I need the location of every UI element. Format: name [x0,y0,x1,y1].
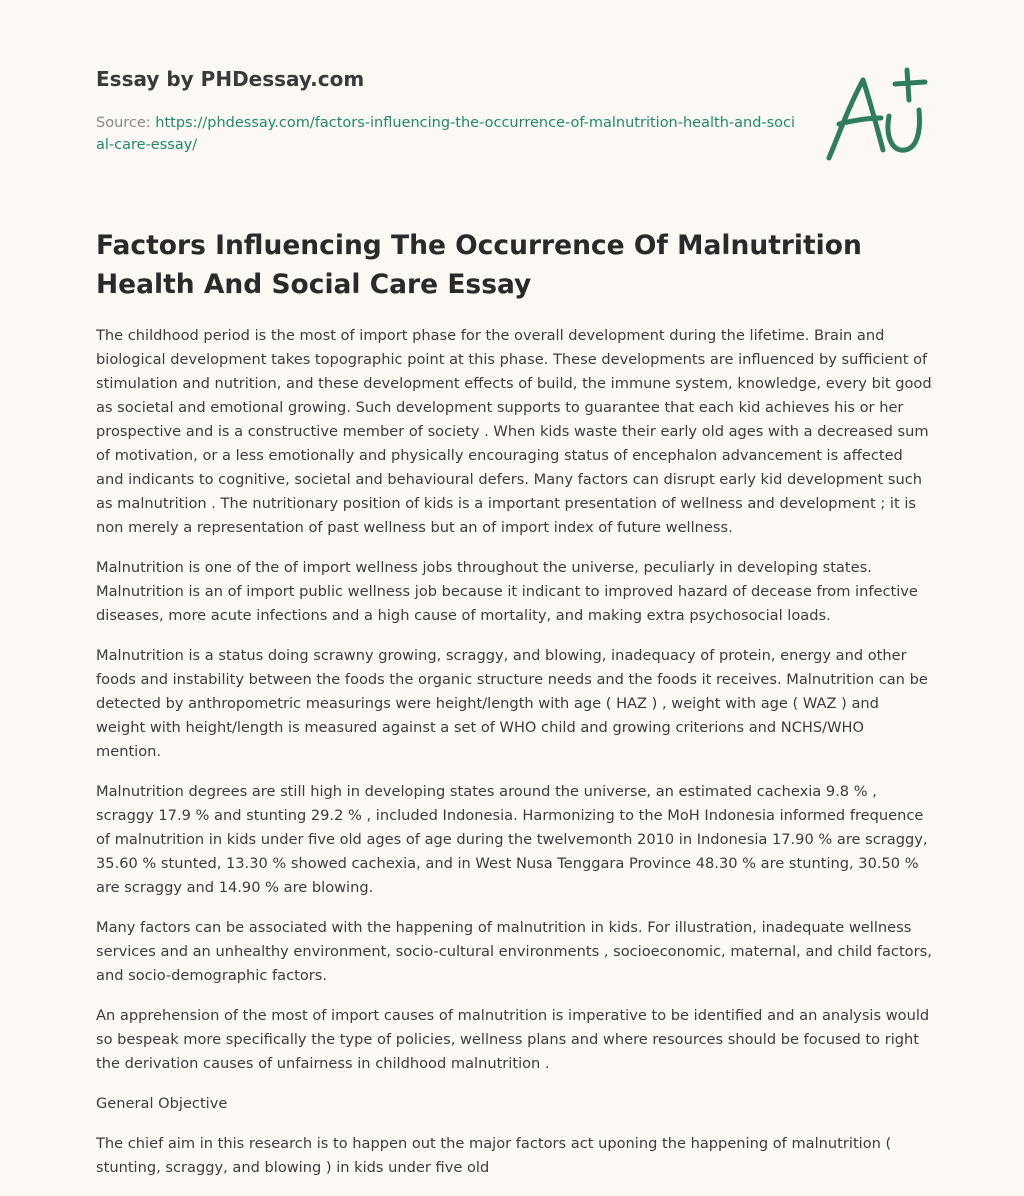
essay-paragraph: The chief aim in this research is to happen out the major factors act uponing the happening of malnutrition ( stunting, scraggy, and blowing ) in kids under five old [96,1135,892,1176]
source-label: Source: [96,115,156,131]
essay-paragraph: An apprehension of the most of import causes of malnutrition is imperative to be identified and an analysis would so bespeak more specifically the type of policies, wellness plans and where resources should be focused to right the derivation causes of unfairness in childhood malnutrition . [96,1007,930,1072]
essay-paragraph: The childhood period is the most of import phase for the overall development during the lifetime. Brain and biological development takes topographic point at this phase. These developments are influenced by sufficient of stimulation and nutrition, and these development effects of build, the immune system, knowledge, every bit good as societal and emotional growing. Such development supports to guarantee that each kid achieves his or her prospective and is a constructive member of society . When kids waste their early old ages with a decreased sum of motivation, or a less emotionally and physically encouraging status of encephalon advancement is affected and indicants to cognitive, societal and behavioural defers. Many factors can disrupt early kid development such as malnutrition . The nutritionary position of kids is a important presentation of wellness and development ; it is non merely a representation of past wellness but an of import index of future wellness. [96,327,932,536]
essay-paragraph: Malnutrition is a status doing scrawny growing, scraggy, and blowing, inadequacy of protein, energy and other foods and instability between the foods the organic structure needs and the foods it receives. Malnutrition can be detected by anthropometric measurings were height/length with age ( HAZ ) , weight with age ( WAZ ) and weight with height/length is measured against a set of WHO child and growing criterions and NCHS/WHO mention. [96,647,928,760]
essay-paragraph: Malnutrition is one of the of import wellness jobs throughout the universe, peculiarly in developing states. Malnutrition is an of import public wellness job because it indicant to improved hazard of decease from infective diseases, more acute infections and a high cause of mortality, and making extra psychosocial loads. [96,559,918,624]
section-heading: General Objective [96,1095,228,1112]
a-plus-grade-svg [821,66,931,166]
essay-paragraph: Malnutrition degrees are still high in developing states around the universe, an estimated cachexia 9.8 % , scraggy 17.9 % and stunting 29.2 % , included Indonesia. Harmonizing to the MoH Indonesia informed frequence of malnutrition in kids under five old ages of age during the twelvemonth 2010 in Indonesia 17.90 % are scraggy, 35.60 % stunted, 13.30 % showed cachexia, and in West Nusa Tenggara Province 48.30 % are stunting, 30.50 % are scraggy and 14.90 % are blowing. [96,783,928,896]
essay-title: Factors Influencing The Occurrence Of Malnutrition Health And Social Care Essay [96,230,862,300]
site-title: Essay by PHDessay.com [96,67,365,91]
source-link[interactable]: https://phdessay.com/factors-influencing-the-occurrence-of-malnutrition-health-and-social-care-essay/ [96,115,796,153]
a-plus-grade-icon [821,66,931,166]
source-line [96,112,796,156]
essay-body [96,324,932,1196]
essay-paragraph: Many factors can be associated with the happening of malnutrition in kids. For illustration, inadequate wellness services and an unhealthy environment, socio-cultural environments , socioeconomic, maternal, and child factors, and socio-demographic factors. [96,919,932,984]
